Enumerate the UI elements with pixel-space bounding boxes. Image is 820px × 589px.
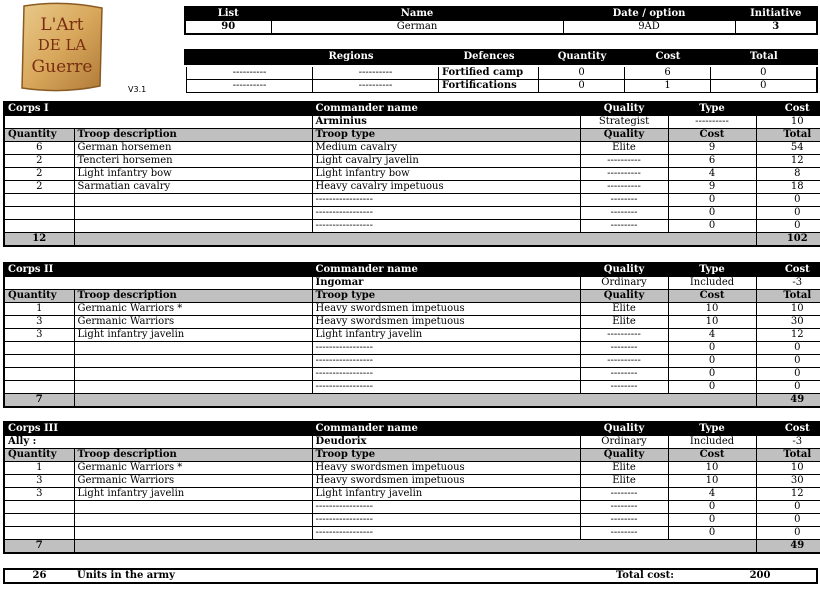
commander-name-label: Commander name: [312, 263, 580, 277]
troop-quality[interactable]: --------: [580, 501, 668, 514]
troop-total: 18: [756, 181, 820, 194]
logo-line2: DE LA: [37, 36, 87, 54]
troop-description[interactable]: Germanic Warriors: [74, 316, 312, 329]
list-value[interactable]: 90: [185, 21, 271, 35]
troop-cost: 0: [668, 514, 756, 527]
troop-description[interactable]: Light infantry javelin: [74, 488, 312, 501]
region-2[interactable]: ----------: [313, 67, 439, 80]
defence-total: 0: [711, 80, 817, 93]
troop-type[interactable]: Light infantry javelin: [312, 329, 580, 342]
troop-type-header: Troop type: [312, 449, 580, 462]
troop-type[interactable]: Medium cavalry: [312, 142, 580, 155]
troop-type[interactable]: Light infantry bow: [312, 168, 580, 181]
commander-type[interactable]: ----------: [668, 116, 756, 129]
commander-name[interactable]: Deudorix: [312, 436, 580, 449]
troop-quantity[interactable]: [4, 514, 74, 527]
troop-description[interactable]: Tencteri horsemen: [74, 155, 312, 168]
troop-row: [4, 514, 820, 527]
troop-quality[interactable]: ----------: [580, 168, 668, 181]
troop-type[interactable]: Light cavalry javelin: [312, 155, 580, 168]
defence-quantity[interactable]: 0: [539, 80, 625, 93]
troop-row: [4, 303, 820, 316]
troop-quality[interactable]: Elite: [580, 316, 668, 329]
troop-row: [4, 316, 820, 329]
troop-cost: 0: [668, 527, 756, 540]
corps-subtitle: [4, 277, 312, 290]
troop-quality[interactable]: --------: [580, 527, 668, 540]
troop-quantity[interactable]: [4, 355, 74, 368]
troop-type-header: Troop type: [312, 129, 580, 142]
troop-total: 8: [756, 168, 820, 181]
date-value[interactable]: 9AD: [563, 21, 735, 35]
troop-cost: 0: [668, 220, 756, 233]
regions-label: Regions: [263, 50, 439, 64]
troop-total: 12: [756, 488, 820, 501]
troop-quality[interactable]: ----------: [580, 355, 668, 368]
corps-cost-total: 49: [756, 540, 820, 554]
troop-type[interactable]: -----------------: [312, 368, 580, 381]
troop-total: 0: [756, 194, 820, 207]
troop-type[interactable]: -----------------: [312, 220, 580, 233]
corps-cost-total: 49: [756, 394, 820, 408]
defence-cost: 1: [625, 80, 711, 93]
defence-total: 0: [711, 67, 817, 80]
troop-row: [4, 329, 820, 342]
troop-description-header: Troop description: [74, 129, 312, 142]
region-row: [187, 67, 817, 80]
army-footer: [3, 568, 818, 584]
troop-row: [4, 194, 820, 207]
cost-header: Cost: [668, 290, 756, 303]
region-1[interactable]: ----------: [187, 80, 313, 93]
troop-quantity[interactable]: 3: [4, 488, 74, 501]
troop-quantity[interactable]: [4, 207, 74, 220]
troop-total: 0: [756, 342, 820, 355]
troop-quality[interactable]: --------: [580, 220, 668, 233]
troop-description-header: Troop description: [74, 449, 312, 462]
date-label: Date / option: [563, 7, 735, 21]
troop-cost: 10: [668, 303, 756, 316]
total-label: Total: [711, 50, 817, 64]
troop-total: 0: [756, 207, 820, 220]
troop-description[interactable]: [74, 342, 312, 355]
troop-quantity[interactable]: 3: [4, 329, 74, 342]
type-label: Type: [668, 102, 756, 116]
troop-description[interactable]: Germanic Warriors: [74, 475, 312, 488]
troop-row: [4, 368, 820, 381]
troop-total: 0: [756, 514, 820, 527]
quality-label: Quality: [580, 102, 668, 116]
troop-row: [4, 142, 820, 155]
troop-total: 0: [756, 527, 820, 540]
troop-cost: 4: [668, 168, 756, 181]
units-label: Units in the army: [77, 570, 175, 581]
commander-name-label: Commander name: [312, 422, 580, 436]
troop-quantity[interactable]: [4, 342, 74, 355]
troop-cost: 0: [668, 355, 756, 368]
troop-quantity[interactable]: 3: [4, 475, 74, 488]
logo-line1: L'Art: [40, 15, 84, 35]
troop-row: [4, 168, 820, 181]
corps-quantity-total: 7: [4, 394, 74, 408]
cost-label: Cost: [756, 263, 820, 277]
cost-header: Cost: [668, 129, 756, 142]
name-label: Name: [271, 7, 563, 21]
troop-description[interactable]: [74, 514, 312, 527]
troop-cost: 0: [668, 501, 756, 514]
initiative-value[interactable]: 3: [735, 21, 817, 35]
quality-header: Quality: [580, 290, 668, 303]
troop-quality[interactable]: Elite: [580, 462, 668, 475]
troop-type[interactable]: -----------------: [312, 527, 580, 540]
troop-quality[interactable]: ----------: [580, 329, 668, 342]
commander-quality[interactable]: Strategist: [580, 116, 668, 129]
cost-label: Cost: [756, 422, 820, 436]
troop-quality[interactable]: ----------: [580, 181, 668, 194]
corps-summary-spacer: [74, 233, 756, 247]
troop-description[interactable]: [74, 207, 312, 220]
troop-quantity[interactable]: [4, 220, 74, 233]
troop-quality[interactable]: Elite: [580, 303, 668, 316]
corps-cost-total: 102: [756, 233, 820, 247]
troop-total: 0: [756, 368, 820, 381]
troop-quality[interactable]: --------: [580, 381, 668, 394]
troop-type[interactable]: -----------------: [312, 342, 580, 355]
troop-quantity[interactable]: [4, 368, 74, 381]
troop-quantity[interactable]: 3: [4, 316, 74, 329]
quantity-header: Quantity: [4, 290, 74, 303]
cost-header: Cost: [668, 449, 756, 462]
total-header: Total: [756, 290, 820, 303]
troop-type[interactable]: -----------------: [312, 381, 580, 394]
troop-type[interactable]: -----------------: [312, 355, 580, 368]
quantity-header: Quantity: [4, 129, 74, 142]
corps-table: [3, 262, 820, 408]
region-1[interactable]: ----------: [187, 67, 313, 80]
defence-name: Fortifications: [439, 80, 539, 93]
troop-type[interactable]: -----------------: [312, 501, 580, 514]
defences-label: Defences: [439, 50, 539, 64]
troop-row: [4, 381, 820, 394]
commander-cost: 10: [756, 116, 820, 129]
troop-quantity[interactable]: [4, 501, 74, 514]
corps-subtitle: Ally :: [4, 436, 312, 449]
commander-name-label: Commander name: [312, 102, 580, 116]
troop-total: 0: [756, 501, 820, 514]
troop-quality[interactable]: --------: [580, 368, 668, 381]
list-header-table: [184, 6, 818, 35]
troop-total: 0: [756, 355, 820, 368]
corps-quantity-total: 7: [4, 540, 74, 554]
troop-quality[interactable]: Elite: [580, 475, 668, 488]
troop-cost: 0: [668, 194, 756, 207]
parchment-logo-icon: [16, 2, 108, 92]
troop-cost: 0: [668, 342, 756, 355]
commander-name[interactable]: Arminius: [312, 116, 580, 129]
troop-description[interactable]: Germanic Warriors *: [74, 303, 312, 316]
troop-total: 0: [756, 220, 820, 233]
troop-description[interactable]: [74, 368, 312, 381]
troop-quality[interactable]: --------: [580, 488, 668, 501]
initiative-label: Initiative: [735, 7, 817, 21]
troop-cost: 0: [668, 381, 756, 394]
troop-total: 12: [756, 155, 820, 168]
troop-cost: 10: [668, 475, 756, 488]
troop-quality[interactable]: ----------: [580, 155, 668, 168]
region-row: [187, 80, 817, 93]
troop-row: [4, 527, 820, 540]
troop-type[interactable]: Heavy swordsmen impetuous: [312, 303, 580, 316]
troop-total: 10: [756, 462, 820, 475]
commander-cost: -3: [756, 436, 820, 449]
troop-cost: 10: [668, 462, 756, 475]
corps-quantity-total: 12: [4, 233, 74, 247]
troop-description[interactable]: [74, 501, 312, 514]
troop-quality[interactable]: --------: [580, 207, 668, 220]
troop-quantity[interactable]: 1: [4, 303, 74, 316]
units-count: 26: [32, 570, 47, 581]
total-header: Total: [756, 449, 820, 462]
troop-row: [4, 355, 820, 368]
troop-description[interactable]: Light infantry bow: [74, 168, 312, 181]
regions-rows: [186, 67, 818, 93]
troop-quantity[interactable]: 2: [4, 181, 74, 194]
commander-quality[interactable]: Ordinary: [580, 436, 668, 449]
troop-description-header: Troop description: [74, 290, 312, 303]
corps-summary-spacer: [74, 394, 756, 408]
troop-description[interactable]: [74, 381, 312, 394]
commander-name[interactable]: Ingomar: [312, 277, 580, 290]
troop-description[interactable]: [74, 527, 312, 540]
troop-cost: 9: [668, 142, 756, 155]
troop-quantity[interactable]: 1: [4, 462, 74, 475]
quality-label: Quality: [580, 263, 668, 277]
troop-cost: 0: [668, 207, 756, 220]
troop-type[interactable]: Heavy swordsmen impetuous: [312, 475, 580, 488]
troop-description[interactable]: Light infantry javelin: [74, 329, 312, 342]
corps-subtitle: [4, 116, 312, 129]
cost-label: Cost: [625, 50, 711, 64]
troop-quality[interactable]: Elite: [580, 142, 668, 155]
logo: [16, 2, 108, 92]
troop-cost: 6: [668, 155, 756, 168]
troop-row: [4, 462, 820, 475]
type-label: Type: [668, 263, 756, 277]
total-cost-label: Total cost:: [615, 570, 674, 581]
troop-quality[interactable]: --------: [580, 342, 668, 355]
troop-quality[interactable]: --------: [580, 514, 668, 527]
corps-title: Corps I: [4, 102, 312, 116]
troop-description[interactable]: [74, 355, 312, 368]
troop-description[interactable]: [74, 220, 312, 233]
troop-quantity[interactable]: [4, 194, 74, 207]
commander-type[interactable]: Included: [668, 277, 756, 290]
troop-type[interactable]: Heavy swordsmen impetuous: [312, 316, 580, 329]
name-value[interactable]: German: [271, 21, 563, 35]
troop-cost: 4: [668, 329, 756, 342]
troop-quantity[interactable]: 2: [4, 155, 74, 168]
troop-type-header: Troop type: [312, 290, 580, 303]
troop-cost: 10: [668, 316, 756, 329]
troop-description[interactable]: Sarmatian cavalry: [74, 181, 312, 194]
troop-total: 54: [756, 142, 820, 155]
troop-quantity[interactable]: 6: [4, 142, 74, 155]
troop-quantity[interactable]: 2: [4, 168, 74, 181]
troop-type[interactable]: -----------------: [312, 207, 580, 220]
troop-row: [4, 488, 820, 501]
troop-description[interactable]: Germanic Warriors *: [74, 462, 312, 475]
commander-cost: -3: [756, 277, 820, 290]
list-label: List: [185, 7, 271, 21]
troop-row: [4, 155, 820, 168]
region-2[interactable]: ----------: [313, 80, 439, 93]
troop-quantity[interactable]: [4, 527, 74, 540]
troop-type[interactable]: Light infantry javelin: [312, 488, 580, 501]
commander-type[interactable]: Included: [668, 436, 756, 449]
troop-total: 30: [756, 475, 820, 488]
troop-type[interactable]: -----------------: [312, 514, 580, 527]
troop-type[interactable]: Heavy cavalry impetuous: [312, 181, 580, 194]
defence-quantity[interactable]: 0: [539, 67, 625, 80]
defence-cost: 6: [625, 67, 711, 80]
corps-table: [3, 421, 820, 554]
troop-quality[interactable]: --------: [580, 194, 668, 207]
troop-description[interactable]: [74, 194, 312, 207]
troop-total: 30: [756, 316, 820, 329]
defence-name: Fortified camp: [439, 67, 539, 80]
total-header: Total: [756, 129, 820, 142]
commander-quality[interactable]: Ordinary: [580, 277, 668, 290]
troop-cost: 9: [668, 181, 756, 194]
total-cost-value: 200: [749, 570, 771, 581]
troop-description[interactable]: German horsemen: [74, 142, 312, 155]
troop-quantity[interactable]: [4, 381, 74, 394]
corps-title: Corps III: [4, 422, 312, 436]
troop-row: [4, 475, 820, 488]
type-label: Type: [668, 422, 756, 436]
corps-title: Corps II: [4, 263, 312, 277]
troop-row: [4, 181, 820, 194]
version-label: V3.1: [128, 85, 147, 94]
corps-table: [3, 101, 820, 247]
troop-total: 10: [756, 303, 820, 316]
troop-total: 0: [756, 381, 820, 394]
troop-row: [4, 207, 820, 220]
logo-line3: Guerre: [31, 57, 93, 77]
troop-type[interactable]: -----------------: [312, 194, 580, 207]
regions-table: [184, 49, 818, 65]
quantity-label: Quantity: [539, 50, 625, 64]
cost-label: Cost: [756, 102, 820, 116]
troop-total: 12: [756, 329, 820, 342]
troop-row: [4, 501, 820, 514]
quality-header: Quality: [580, 449, 668, 462]
quantity-header: Quantity: [4, 449, 74, 462]
troop-cost: 4: [668, 488, 756, 501]
troop-type[interactable]: Heavy swordsmen impetuous: [312, 462, 580, 475]
quality-header: Quality: [580, 129, 668, 142]
corps-summary-spacer: [74, 540, 756, 554]
troop-row: [4, 342, 820, 355]
quality-label: Quality: [580, 422, 668, 436]
troop-cost: 0: [668, 368, 756, 381]
troop-row: [4, 220, 820, 233]
